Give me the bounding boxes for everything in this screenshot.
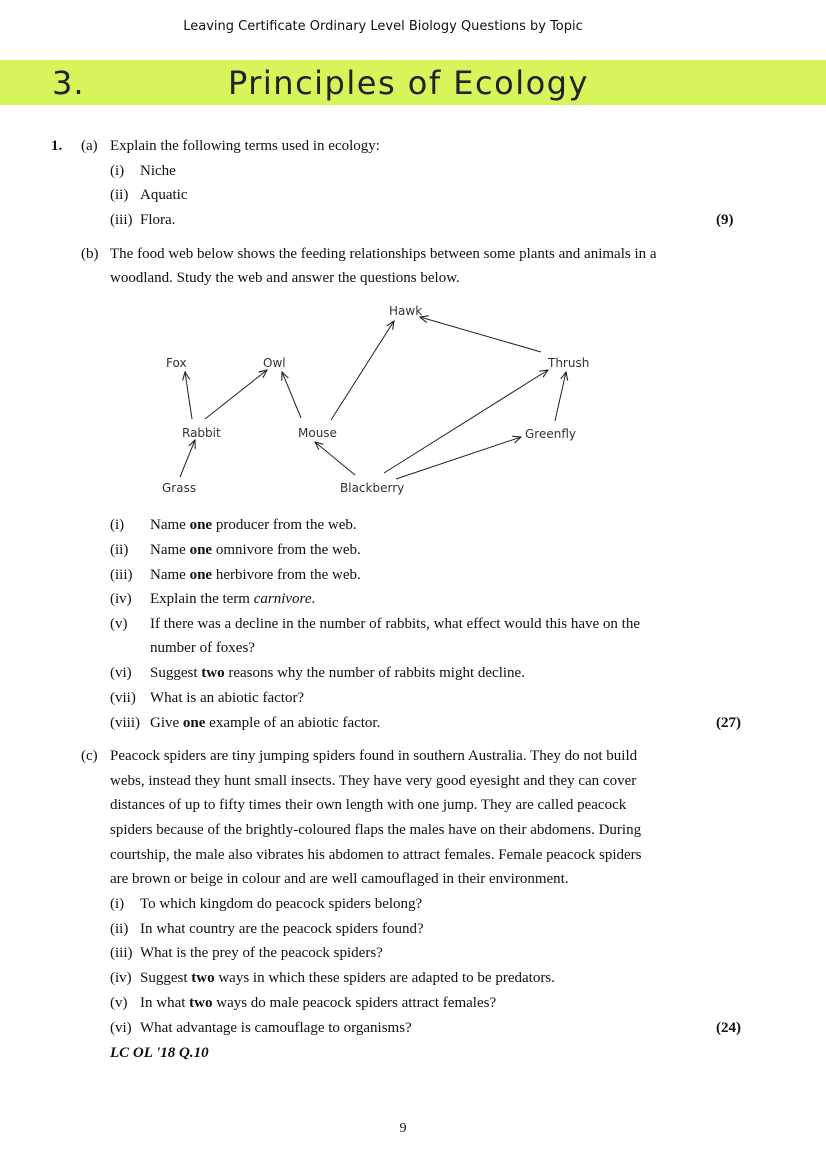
food-web-diagram bbox=[150, 298, 610, 502]
part-b-item-text-cont: number of foxes? bbox=[150, 640, 255, 656]
arrow-mouse-owl bbox=[282, 372, 301, 418]
part-c-item-text: To which kingdom do peacock spiders belong? bbox=[140, 896, 423, 912]
part-b-item-text: Explain the term carnivore. bbox=[150, 591, 316, 607]
part-c-item-num: (iv) bbox=[110, 970, 132, 986]
part-a-item-num: (iii) bbox=[110, 212, 133, 228]
arrow-greenfly-thrush bbox=[555, 372, 566, 421]
part-a-item-text: Niche bbox=[140, 163, 176, 179]
part-c-item-num: (iii) bbox=[110, 945, 133, 961]
part-a-item-text: Aquatic bbox=[140, 187, 188, 203]
topic-title: Principles of Ecology bbox=[228, 64, 589, 102]
part-b-label: (b) bbox=[81, 246, 99, 262]
part-a-item-num: (i) bbox=[110, 163, 125, 179]
part-c-item-text: In what two ways do male peacock spiders attract females? bbox=[140, 995, 497, 1011]
source-reference: LC OL '18 Q.10 bbox=[110, 1045, 209, 1061]
part-c-item-num: (vi) bbox=[110, 1020, 132, 1036]
topic-banner bbox=[0, 60, 826, 105]
organism-hawk: Hawk bbox=[389, 304, 423, 318]
part-c-item-text: Suggest two ways in which these spiders are adapted to be predators. bbox=[140, 970, 555, 986]
organism-rabbit: Rabbit bbox=[182, 426, 221, 440]
part-c-item-num: (i) bbox=[110, 896, 125, 912]
part-b-stem-line1: The food web below shows the feeding relationships between some plants and animals in a bbox=[110, 246, 657, 262]
arrow-rabbit-fox bbox=[185, 372, 192, 419]
page-header bbox=[0, 19, 826, 34]
passage-line: Peacock spiders are tiny jumping spiders found in southern Australia. They do not build bbox=[110, 748, 638, 764]
page-number: 9 bbox=[399, 1121, 407, 1136]
part-a-stem: Explain the following terms used in ecology: bbox=[110, 138, 380, 154]
arrow-mouse-hawk bbox=[331, 321, 394, 420]
part-b-item-num: (ii) bbox=[110, 542, 129, 558]
part-b-stem-line2: woodland. Study the web and answer the questions below. bbox=[110, 270, 460, 286]
part-b-item-num: (vii) bbox=[110, 690, 136, 706]
header-text: Leaving Certificate Ordinary Level Biology Questions by Topic bbox=[183, 19, 583, 34]
organism-blackberry: Blackberry bbox=[340, 481, 405, 495]
part-c-marks: (24) bbox=[716, 1020, 741, 1036]
passage-line: webs, instead they hunt small insects. They have very good eyesight and they can cover bbox=[110, 773, 637, 789]
part-c-item-num: (ii) bbox=[110, 921, 129, 937]
part-b-item-num: (v) bbox=[110, 616, 128, 632]
organism-owl: Owl bbox=[263, 356, 286, 370]
organism-thrush: Thrush bbox=[548, 356, 590, 370]
part-b-item-text: Suggest two reasons why the number of rabbits might decline. bbox=[150, 665, 525, 681]
part-b-item-num: (vi) bbox=[110, 665, 132, 681]
arrow-blackberry-mouse bbox=[315, 442, 355, 475]
arrow-blackberry-greenfly bbox=[396, 437, 521, 479]
organism-mouse: Mouse bbox=[298, 426, 337, 440]
passage-line: are brown or beige in colour and are well camouflaged in their environment. bbox=[110, 871, 569, 887]
organism-fox: Fox bbox=[166, 356, 187, 370]
passage-line: courtship, the male also vibrates his abdomen to attract females. Female peacock spiders bbox=[110, 847, 642, 863]
part-b-item-text: Give one example of an abiotic factor. bbox=[150, 715, 381, 731]
arrow-thrush-hawk bbox=[420, 317, 541, 352]
part-c-item-text: In what country are the peacock spiders found? bbox=[140, 921, 424, 937]
part-a-label: (a) bbox=[81, 138, 98, 154]
part-b-marks: (27) bbox=[716, 715, 741, 731]
part-a-item-num: (ii) bbox=[110, 187, 129, 203]
passage-line: distances of up to fifty times their own length with one jump. They are called peacock bbox=[110, 797, 627, 813]
organism-grass: Grass bbox=[162, 481, 197, 495]
part-c-item-text: What advantage is camouflage to organisms? bbox=[140, 1020, 412, 1036]
part-b-item-num: (iv) bbox=[110, 591, 132, 607]
organism-greenfly: Greenfly bbox=[525, 427, 576, 441]
part-b-item-text: If there was a decline in the number of rabbits, what effect would this have on the bbox=[150, 616, 640, 632]
part-a-item-text: Flora. bbox=[140, 212, 176, 228]
part-c-item-num: (v) bbox=[110, 995, 128, 1011]
part-b-item-text: Name one producer from the web. bbox=[150, 517, 357, 533]
part-b-item-text: Name one omnivore from the web. bbox=[150, 542, 361, 558]
part-b-item-num: (iii) bbox=[110, 567, 133, 583]
arrow-grass-rabbit bbox=[180, 440, 195, 477]
part-a-marks: (9) bbox=[716, 212, 734, 228]
part-b-item-num: (i) bbox=[110, 517, 125, 533]
arrow-rabbit-owl bbox=[205, 370, 267, 419]
part-b-item-text: Name one herbivore from the web. bbox=[150, 567, 361, 583]
question-number: 1. bbox=[51, 138, 63, 154]
part-b-item-num: (viii) bbox=[110, 715, 140, 731]
part-c-item-text: What is the prey of the peacock spiders? bbox=[140, 945, 383, 961]
arrow-blackberry-thrush bbox=[384, 370, 548, 473]
topic-number: 3. bbox=[52, 64, 85, 102]
part-b-item-text: What is an abiotic factor? bbox=[150, 690, 305, 706]
passage-line: spiders because of the brightly-coloured flaps the males have on their abdomens. During bbox=[110, 822, 642, 838]
part-c-label: (c) bbox=[81, 748, 98, 764]
